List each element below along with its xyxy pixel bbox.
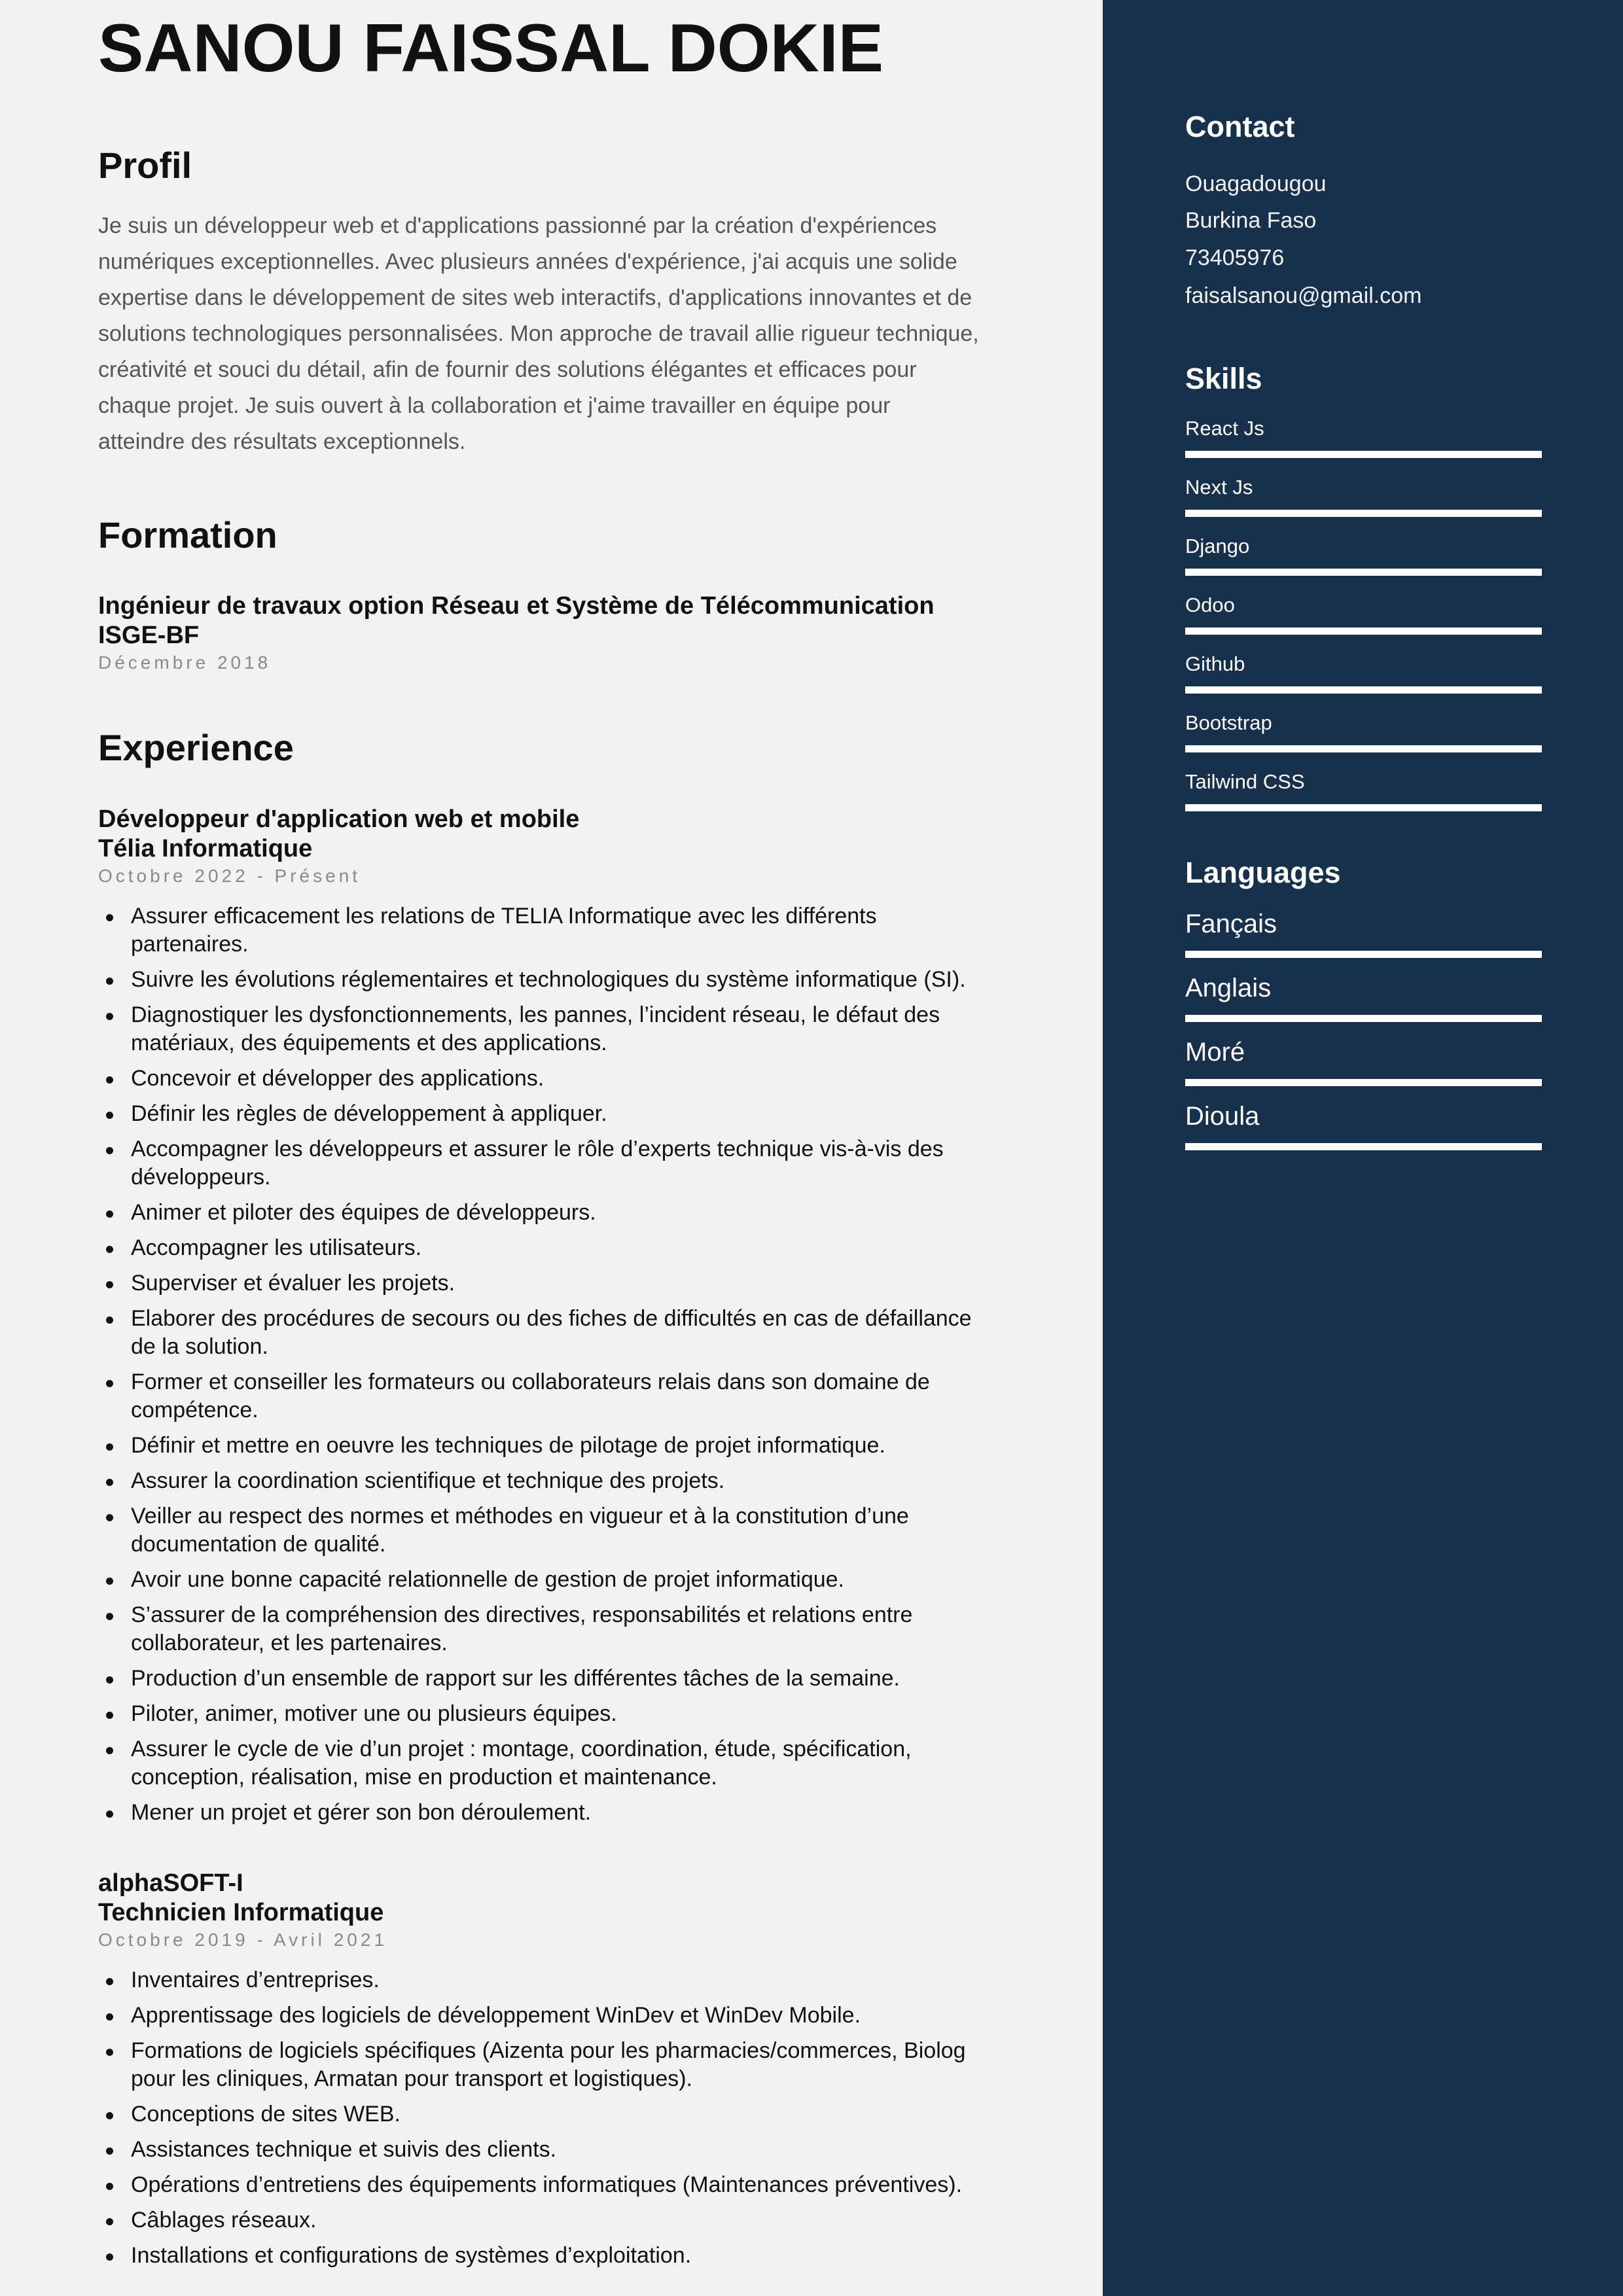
duty-line: Animer et piloter des équipes de développeurs.	[131, 1200, 596, 1225]
duty-line: Suivre les évolutions réglementaires et technologiques du système informatique (SI).	[131, 967, 966, 992]
skill-bar	[1185, 745, 1542, 752]
duty-line: de la solution.	[131, 1334, 268, 1359]
skill-label: Next Js	[1185, 476, 1253, 499]
duty-item	[98, 1566, 1014, 1594]
duty-line: matériaux, des équipements et des applications.	[131, 1031, 607, 1055]
job-duties-list	[98, 902, 1014, 1834]
candidate-name: SANOU FAISSAL DOKIE	[98, 10, 884, 86]
skill-bar	[1185, 569, 1542, 576]
language-label: Dioula	[1185, 1102, 1260, 1131]
duty-item	[98, 2037, 1014, 2093]
skill-item	[1185, 711, 1542, 735]
duty-line: Superviser et évaluer les projets.	[131, 1271, 455, 1296]
skills-title: Skills	[1185, 362, 1262, 395]
duty-line: Elaborer des procédures de secours ou des fiches de difficultés en cas de défaillance	[131, 1306, 972, 1331]
duty-item	[98, 1065, 1014, 1093]
duty-line: Assurer le cycle de vie d’un projet : montage, coordination, étude, spécification,	[131, 1737, 912, 1761]
profile-line: Je suis un développeur web et d'applications passionné par la création d'expériences	[98, 213, 937, 238]
duty-item	[98, 902, 1014, 959]
duty-line: S’assurer de la compréhension des directives, responsabilités et relations entre	[131, 1602, 913, 1627]
contact-email[interactable]: faisalsanou@gmail.com	[1185, 283, 1422, 308]
duty-item	[98, 2136, 1014, 2164]
duty-line: Assistances technique et suivis des clients.	[131, 2137, 557, 2162]
job-title: Développeur d'application web et mobile	[98, 805, 580, 833]
duty-line: Inventaires d’entreprises.	[131, 1968, 380, 1992]
duty-line: Conceptions de sites WEB.	[131, 2102, 401, 2127]
profile-line: numériques exceptionnelles. Avec plusieurs années d'expérience, j'ai acquis une solide	[98, 249, 957, 274]
contact-country: Burkina Faso	[1185, 208, 1317, 233]
job-title: Technicien Informatique	[98, 1899, 384, 1926]
duty-item	[98, 2002, 1014, 2030]
duty-line: Diagnostiquer les dysfonctionnements, les pannes, l’incident réseau, le défaut des	[131, 1002, 940, 1027]
duty-item	[98, 1799, 1014, 1827]
contact-phone[interactable]: 73405976	[1185, 245, 1285, 270]
duty-item	[98, 1432, 1014, 1460]
language-item	[1185, 1102, 1542, 1131]
duty-line: Veiller au respect des normes et méthodes en vigueur et à la constitution d’une	[131, 1504, 909, 1528]
contact-title: Contact	[1185, 110, 1295, 143]
duty-line: partenaires.	[131, 932, 249, 957]
duty-item	[98, 1001, 1014, 1057]
duty-line: Production d’un ensemble de rapport sur les différentes tâches de la semaine.	[131, 1666, 900, 1691]
duty-item	[98, 1601, 1014, 1657]
language-label: Fançais	[1185, 910, 1277, 938]
job-date: Octobre 2022 - Présent	[98, 866, 361, 886]
duty-line: collaborateur, et les partenaires.	[131, 1631, 448, 1655]
duty-line: Câblages réseaux.	[131, 2208, 317, 2233]
skill-item	[1185, 593, 1542, 617]
profile-line: atteindre des résultats exceptionnels.	[98, 429, 466, 454]
profile-text	[98, 208, 1014, 460]
skill-item	[1185, 652, 1542, 676]
experience-section-title: Experience	[98, 727, 294, 768]
duty-line: Piloter, animer, motiver une ou plusieurs équipes.	[131, 1701, 617, 1726]
duty-line: développeurs.	[131, 1165, 271, 1190]
language-bar	[1185, 1079, 1542, 1086]
duty-item	[98, 2171, 1014, 2199]
duty-item	[98, 2100, 1014, 2128]
duty-item	[98, 1966, 1014, 1994]
duty-line: Assurer la coordination scientifique et technique des projets.	[131, 1468, 725, 1493]
duty-line: Mener un projet et gérer son bon déroulement.	[131, 1800, 592, 1825]
duty-item	[98, 1735, 1014, 1792]
duty-line: Accompagner les développeurs et assurer le rôle d’experts technique vis-à-vis des	[131, 1137, 944, 1161]
duty-item	[98, 1135, 1014, 1192]
duty-line: Définir et mettre en oeuvre les techniques de pilotage de projet informatique.	[131, 1433, 885, 1458]
language-label: Moré	[1185, 1038, 1245, 1067]
skill-label: Github	[1185, 652, 1245, 675]
languages-title: Languages	[1185, 856, 1341, 889]
duty-line: Accompagner les utilisateurs.	[131, 1235, 422, 1260]
duty-line: Définir les règles de développement à appliquer.	[131, 1101, 607, 1126]
skill-bar	[1185, 804, 1542, 811]
duty-item	[98, 2206, 1014, 2234]
duty-item	[98, 966, 1014, 994]
skill-label: Bootstrap	[1185, 711, 1272, 734]
duty-item	[98, 1700, 1014, 1728]
duty-line: Opérations d’entretiens des équipements informatiques (Maintenances préventives).	[131, 2172, 963, 2197]
language-item	[1185, 1038, 1542, 1067]
skill-bar	[1185, 686, 1542, 694]
duty-line: Former et conseiller les formateurs ou collaborateurs relais dans son domaine de	[131, 1369, 930, 1394]
duty-item	[98, 1199, 1014, 1227]
profile-section-title: Profil	[98, 145, 192, 186]
skill-bar	[1185, 510, 1542, 517]
duty-line: Apprentissage des logiciels de développement WinDev et WinDev Mobile.	[131, 2003, 861, 2028]
duty-item	[98, 2242, 1014, 2270]
contact-city: Ouagadougou	[1185, 171, 1327, 196]
duty-line: Concevoir et développer des applications.	[131, 1066, 544, 1091]
formation-date: Décembre 2018	[98, 652, 272, 673]
duty-line: Installations et configurations de systèmes d’exploitation.	[131, 2243, 692, 2268]
duty-line: Formations de logiciels spécifiques (Aizenta pour les pharmacies/commerces, Biolog	[131, 2038, 966, 2063]
skill-label: Odoo	[1185, 593, 1235, 616]
skill-label: Tailwind CSS	[1185, 770, 1305, 793]
job-date: Octobre 2019 - Avril 2021	[98, 1930, 388, 1950]
job-company: Télia Informatique	[98, 835, 313, 862]
duty-line: Assurer efficacement les relations de TELIA Informatique avec les différents	[131, 904, 877, 928]
language-item	[1185, 974, 1542, 1003]
formation-section-title: Formation	[98, 514, 277, 556]
skill-bar	[1185, 627, 1542, 635]
profile-line: expertise dans le développement de sites web interactifs, d'applications innovantes et de	[98, 285, 972, 310]
skill-label: Django	[1185, 535, 1250, 557]
language-bar	[1185, 1015, 1542, 1022]
duty-item	[98, 1467, 1014, 1495]
duty-line: documentation de qualité.	[131, 1532, 386, 1557]
sidebar	[1103, 0, 1623, 2296]
profile-line: solutions technologiques personnalisées. Mon approche de travail allie rigueur technique,	[98, 321, 979, 346]
duty-item	[98, 1269, 1014, 1298]
language-bar	[1185, 1143, 1542, 1150]
formation-degree: Ingénieur de travaux option Réseau et Système de Télécommunication	[98, 592, 935, 620]
language-item	[1185, 910, 1542, 939]
formation-school: ISGE-BF	[98, 622, 200, 649]
skill-item	[1185, 770, 1542, 794]
profile-line: chaque projet. Je suis ouvert à la collaboration et j'aime travailler en équipe pour	[98, 393, 891, 418]
duty-item	[98, 1100, 1014, 1128]
language-label: Anglais	[1185, 974, 1272, 1002]
duty-line: conception, réalisation, mise en production et maintenance.	[131, 1765, 717, 1790]
duty-line: compétence.	[131, 1398, 259, 1422]
skill-bar	[1185, 451, 1542, 458]
language-bar	[1185, 951, 1542, 958]
duty-item	[98, 1502, 1014, 1559]
duty-item	[98, 1665, 1014, 1693]
skill-item	[1185, 476, 1542, 499]
job-duties-list	[98, 1966, 1014, 2277]
skill-label: React Js	[1185, 417, 1264, 440]
profile-line: créativité et souci du détail, afin de fournir des solutions élégantes et efficaces pour	[98, 357, 917, 382]
duty-item	[98, 1305, 1014, 1361]
skill-item	[1185, 417, 1542, 440]
job-company: alphaSOFT-I	[98, 1869, 243, 1897]
skill-item	[1185, 535, 1542, 558]
duty-item	[98, 1368, 1014, 1424]
duty-line: pour les cliniques, Armatan pour transport et logistiques).	[131, 2066, 693, 2091]
duty-line: Avoir une bonne capacité relationnelle de gestion de projet informatique.	[131, 1567, 844, 1592]
duty-item	[98, 1234, 1014, 1262]
